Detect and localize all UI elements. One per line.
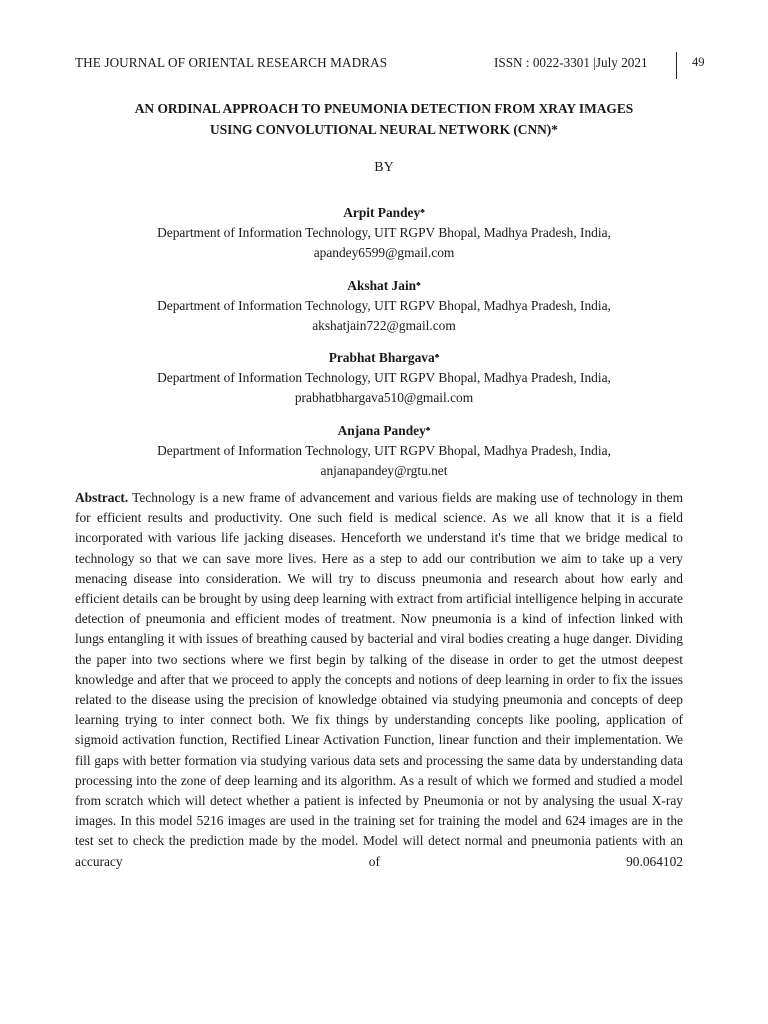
author-affiliation: Department of Information Technology, UIT RGPV Bhopal, Madhya Pradesh, India,: [157, 442, 611, 458]
author-block: [40, 346, 728, 408]
abstract-label: Abstract.: [75, 490, 129, 505]
header-divider: [676, 52, 677, 79]
paper-title: [40, 98, 728, 140]
author-affiliation: Department of Information Technology, UIT RGPV Bhopal, Madhya Pradesh, India,: [157, 370, 611, 385]
author-mark: ♣: [416, 279, 421, 288]
author-email: anjanapandey@rgtu.net: [320, 462, 448, 478]
title-line-2: USING CONVOLUTIONAL NEURAL NETWORK (CNN)*: [210, 122, 558, 137]
issn-date: ISSN : 0022-3301 |July 2021: [494, 55, 648, 70]
title-line-1: AN ORDINAL APPROACH TO PNEUMONIA DETECTION FROM XRAY IMAGES: [134, 101, 634, 116]
by-label: BY: [374, 160, 394, 175]
page-number: 49: [692, 55, 705, 69]
author-block: [40, 201, 728, 263]
author-affiliation: Department of Information Technology, UIT RGPV Bhopal, Madhya Pradesh, India,: [157, 225, 611, 240]
author-list: [40, 201, 728, 491]
author-name: Anjana Pandey♣: [337, 422, 431, 438]
journal-name: THE JOURNAL OF ORIENTAL RESEARCH MADRAS: [75, 55, 388, 70]
author-name: Prabhat Bhargava♣: [328, 350, 440, 365]
author-block: [40, 274, 728, 336]
author-email: akshatjain722@gmail.com: [312, 317, 456, 333]
abstract-paragraph: [75, 488, 683, 872]
author-email: prabhatbhargava510@gmail.com: [294, 390, 474, 405]
author-email: apandey6599@gmail.com: [313, 245, 455, 260]
abstract-text: Technology is a new frame of advancement and various fields are making use of technology in them for efficient results and productivity. One such field is medical science. As we all know that it is a field incorporated with various life jacking diseases. Henceforth we understand it's time that we bridge medical to technology so that we can save more lives. Here as a step to add our contribution we aim to take up a very menacing disease into consideration. We will try to discuss pneumonia and research about how early and efficient details can be brought by using deep learning with extract from artificial intelligence helping in accurate detection of pneumonia and efficient modes of treatment. Now pneumonia is a kind of infection linked with lungs entangling it with issues of breathing caused by bacterial and viral bodies creating a huge danger. Dividing the paper into two sections where we first begin by talking of the disease in order to get the utmost deepest knowledge and after that we proceed to apply the concepts and notions of deep learning in order to fix the issues related to the disease using the precision of knowledge obtained via studying pneumonia and concepts of deep learning trying to inter connect both. We fix things by understanding concepts like pooling, application of sigmoid activation function, Rectified Linear Activation Function, linear function and their implementation. We fill gaps with better formation via studying various data sets and processing the same data by understanding data processing into the zone of deep learning and its algorithm. As a result of which we formed and studied a model from scratch which will detect whether a patient is infected by Pneumonia or not by analysing the usual X-ray images. In this model 5216 images are used in the training set for training the model and 624 images are in the test set to check the prediction made by the model. Model will detect normal and pneumonia patients with an accuracy of 90.064102: [75, 490, 683, 869]
author-mark: ♣: [420, 207, 425, 215]
author-name: Arpit Pandey♣: [343, 205, 425, 220]
author-name: Akshat Jain♣: [347, 277, 421, 293]
author-affiliation: Department of Information Technology, UIT RGPV Bhopal, Madhya Pradesh, India,: [157, 297, 611, 313]
author-mark: ♣: [434, 352, 440, 360]
author-block: [40, 419, 728, 481]
author-mark: ♣: [425, 424, 431, 433]
running-header: [75, 52, 715, 80]
